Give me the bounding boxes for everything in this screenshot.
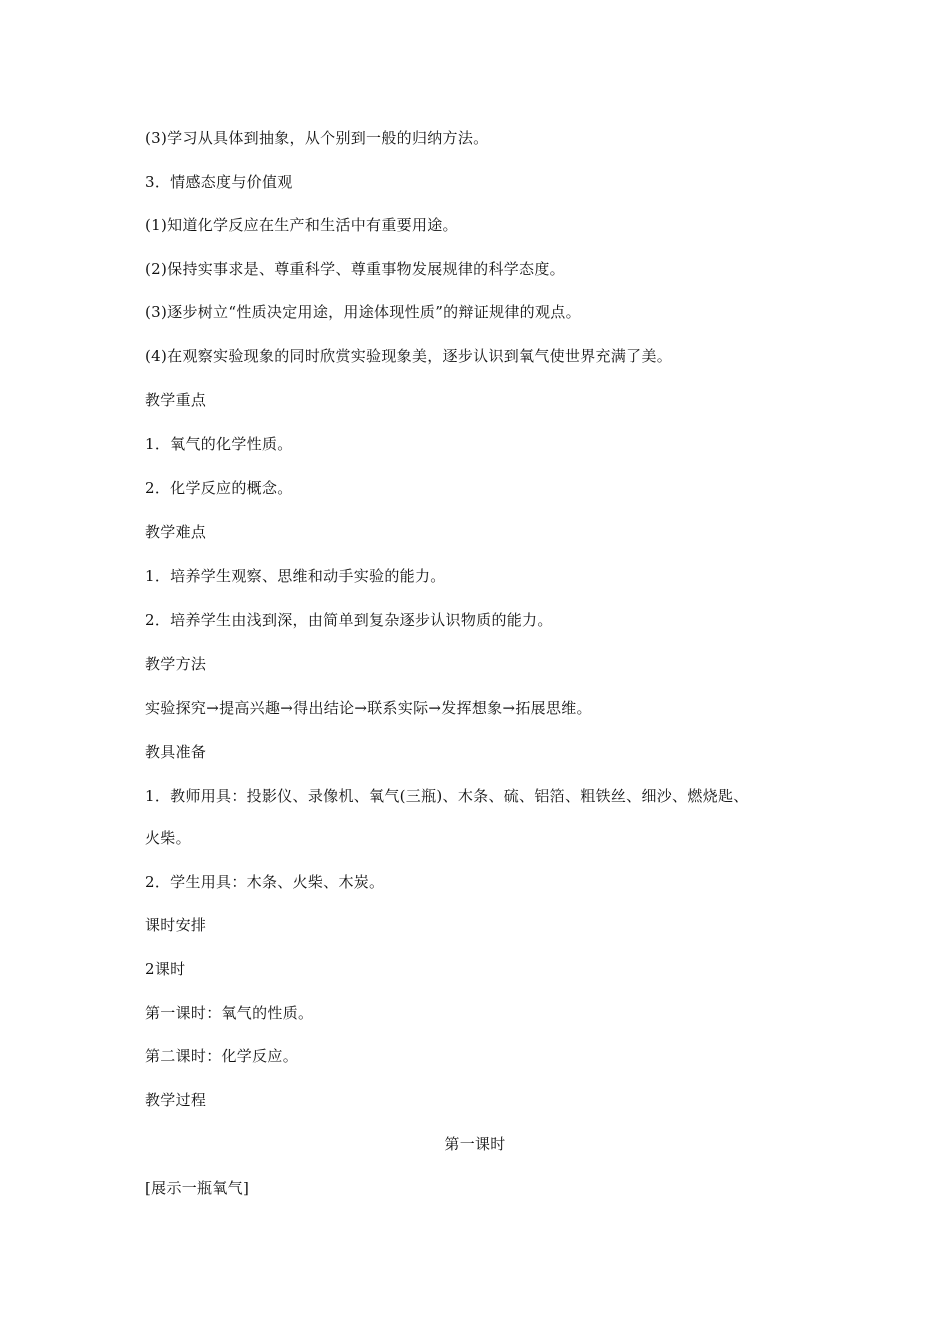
text-line: (4)在观察实验现象的同时欣赏实验现象美，逐步认识到氧气使世界充满了美。 <box>145 347 673 365</box>
section-heading: 3．情感态度与价值观 <box>145 173 293 191</box>
section-heading: 教学重点 <box>145 391 207 409</box>
text-line: 第一课时：氧气的性质。 <box>145 1004 314 1022</box>
text-line: (3)学习从具体到抽象，从个别到一般的归纳方法。 <box>145 129 489 147</box>
text-line: (1)知道化学反应在生产和生活中有重要用途。 <box>145 216 458 234</box>
text-line: 2．学生用具：木条、火柴、木炭。 <box>145 873 385 891</box>
lesson-title: 第一课时 <box>444 1135 506 1153</box>
text-line: 2．培养学生由浅到深，由简单到复杂逐步认识物质的能力。 <box>145 611 553 629</box>
text-line: 实验探究→提高兴趣→得出结论→联系实际→发挥想象→拓展思维。 <box>145 699 592 717</box>
text-line: 2课时 <box>145 960 186 978</box>
text-line: 1．培养学生观察、思维和动手实验的能力。 <box>145 567 446 585</box>
text-line: 2．化学反应的概念。 <box>145 479 293 497</box>
text-line: 火柴。 <box>145 829 191 847</box>
text-line: (3)逐步树立“性质决定用途，用途体现性质”的辩证规律的观点。 <box>145 303 581 321</box>
section-heading: 课时安排 <box>145 916 207 934</box>
text-line: 1．氧气的化学性质。 <box>145 435 293 453</box>
section-heading: 教学方法 <box>145 655 207 673</box>
text-line: (2)保持实事求是、尊重科学、尊重事物发展规律的科学态度。 <box>145 260 565 278</box>
section-heading: 教学过程 <box>145 1091 207 1109</box>
section-heading: 教学难点 <box>145 523 207 541</box>
section-heading: 教具准备 <box>145 743 207 761</box>
text-line: 第二课时：化学反应。 <box>145 1047 299 1065</box>
text-line: 1．教师用具：投影仪、录像机、氧气(三瓶)、木条、硫、铝箔、粗铁丝、细沙、燃烧匙、 <box>145 787 749 805</box>
text-line: [展示一瓶氧气] <box>145 1179 250 1197</box>
